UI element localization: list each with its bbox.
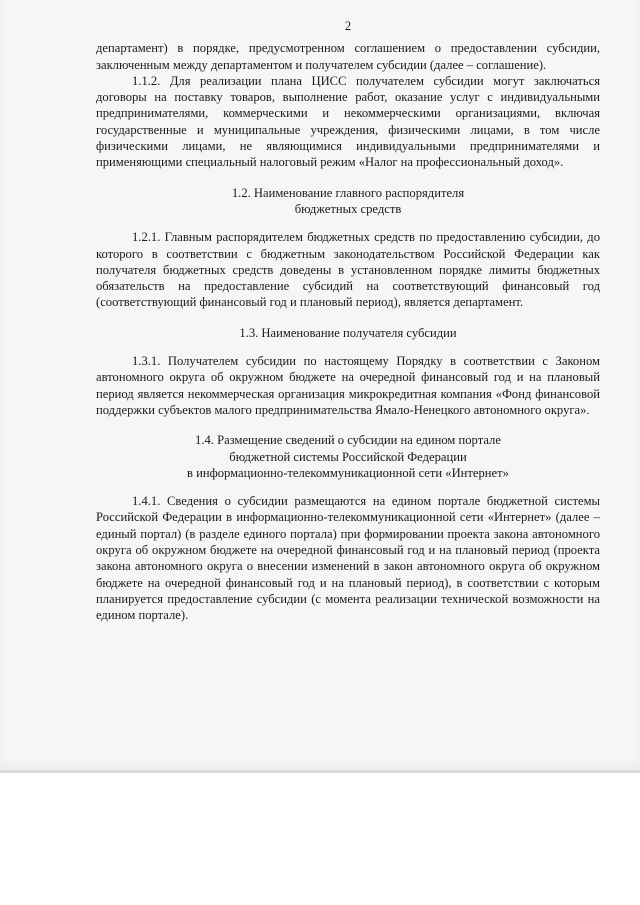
paragraph-1-4-1: 1.4.1. Сведения о субсидии размещаются на едином портале бюджетной системы Российской Федерации в информационно-телекоммуникационной сети «Интернет» (далее – единый портал) (в разделе единого портала) при формировании проекта закона автономного округа об окружном бюджете на очередной финансовый год и на плановый период (проекта закона автономного округа о внесении изменений в закон автономного округа об окружном бюджете на очередной финансовый год и на плановый период), в соответствии с которым планируется предоставление субсидии (с момента реализации технической возможности на едином портале). [96, 494, 600, 623]
section-heading-1-4-line2: бюджетной системы Российской Федерации [229, 449, 467, 464]
section-heading-1-2-line2: бюджетных средств [294, 201, 402, 216]
section-heading-1-2-line1: 1.2. Наименование главного распорядителя [231, 185, 465, 200]
section-heading-1-4 [96, 432, 600, 481]
document-page [96, 18, 600, 624]
section-heading-1-3-line1: 1.3. Наименование получателя субсидии [239, 325, 457, 340]
section-heading-1-4-line1: 1.4. Размещение сведений о субсидии на едином портале [195, 433, 501, 448]
paragraph-1-2-1: 1.2.1. Главным распорядителем бюджетных средств по предоставлению субсидии, до которого в соответствии с бюджетным законодательством Российской Федерации как получателя бюджетных средств доведены в установленном порядке лимиты бюджетных обязательств на предоставление субсидий на соответствующий финансовый год (соответствующий финансовый год и плановый период), является департамент. [96, 230, 600, 310]
section-heading-1-2 [96, 185, 600, 218]
section-heading-1-3 [96, 325, 600, 341]
page-number: 2 [344, 19, 352, 33]
section-heading-1-4-line3: в информационно-телекоммуникационной сети «Интернет» [187, 465, 509, 480]
intro-paragraph: департамент) в порядке, предусмотренном соглашением о предоставлении субсидии, заключенным между департаментом и получателем субсидии (далее – соглашение). [96, 41, 600, 72]
paragraph-1-1-2: 1.1.2. Для реализации плана ЦИСС получателем субсидии могут заключаться договоры на поставку товаров, выполнение работ, оказание услуг с индивидуальными предпринимателями, коммерческими и некоммерческими организациями, включая государственные и муниципальные учреждения, физическими лицами, в том числе физическими лицами, не являющимися индивидуальными предпринимателями и применяющими специальный налоговый режим «Налог на профессиональный доход». [96, 73, 600, 170]
paragraph-1-3-1: 1.3.1. Получателем субсидии по настоящему Порядку в соответствии с Законом автономного округа об окружном бюджете на очередной финансовый год и на плановый период является некоммерческая организация микрокредитная компания «Фонд финансовой поддержки субъектов малого предпринимательства Ямало-Ненецкого автономного округа». [96, 354, 600, 417]
